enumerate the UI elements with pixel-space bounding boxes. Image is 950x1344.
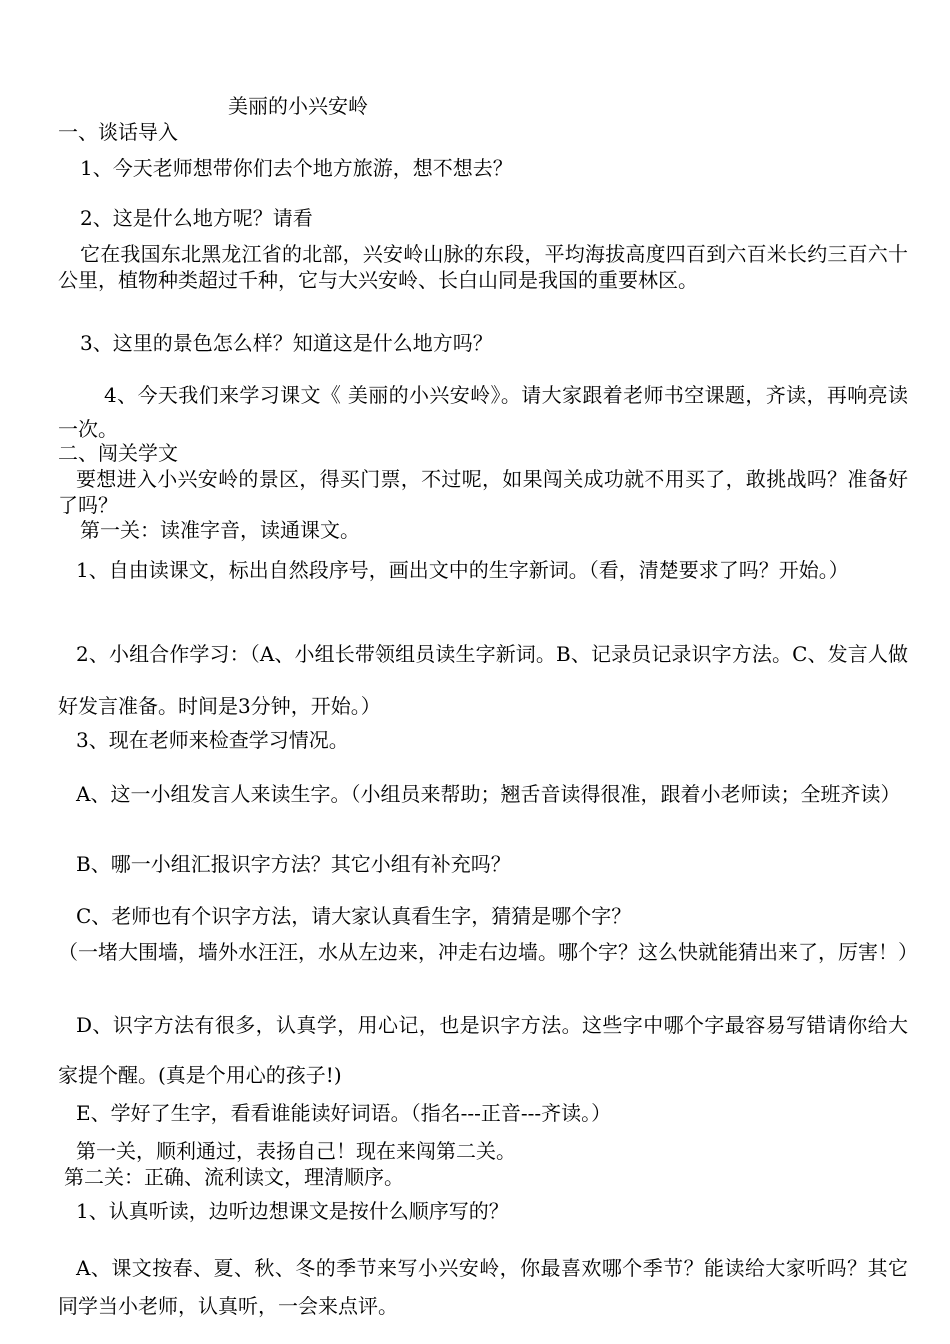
paragraph: E、学好了生字，看看谁能读好词语。（指名---正音---齐读。） — [76, 1101, 612, 1125]
paragraph: 第一关，顺利通过，表扬自己！现在来闯第二关。 — [76, 1139, 516, 1163]
paragraph: D、识字方法有很多，认真学，用心记，也是识字方法。这些字中哪个字最容易写错请你给大家提个醒。(真是个用心的孩子!) — [58, 1013, 908, 1087]
paragraph: 1、自由读课文，标出自然段序号，画出文中的生字新词。（看，清楚要求了吗？开始。） — [76, 558, 849, 582]
section-heading: 一、谈话导入 — [58, 120, 178, 144]
paragraph: A、课文按春、夏、秋、冬的季节来写小兴安岭，你最喜欢哪个季节？能读给大家听吗？其它同学当小老师，认真听，一会来点评。 — [58, 1256, 908, 1318]
paragraph: 3、现在老师来检查学习情况。 — [76, 728, 349, 752]
paragraph: （一堵大围墙，墙外水汪汪，水从左边来，冲走右边墙。哪个字？这么快就能猜出来了，厉害！） — [58, 940, 918, 964]
paragraph: 1、今天老师想带你们去个地方旅游，想不想去？ — [80, 156, 513, 180]
page-title: 美丽的小兴安岭 — [228, 94, 368, 118]
section-heading: 二、闯关学文 — [58, 441, 178, 465]
paragraph: 要想进入小兴安岭的景区，得买门票，不过呢，如果闯关成功就不用买了，敢挑战吗？准备好了吗？ — [58, 467, 908, 517]
paragraph: 2、这是什么地方呢？请看 — [80, 206, 313, 230]
paragraph: 2、小组合作学习：（A、小组长带领组员读生字新词。B、记录员记录识字方法。C、发言人做好发言准备。时间是3分钟，开始。） — [58, 642, 908, 718]
paragraph: C、老师也有个识字方法，请大家认真看生字，猜猜是哪个字？ — [76, 904, 632, 928]
level-heading: 第一关：读准字音，读通课文。 — [80, 518, 360, 542]
paragraph: 1、认真听读，边听边想课文是按什么顺序写的？ — [76, 1199, 509, 1223]
paragraph: 4、今天我们来学习课文《 美丽的小兴安岭》。请大家跟着老师书空课题，齐读，再响亮读一次。 — [58, 383, 908, 441]
paragraph: 3、这里的景色怎么样？知道这是什么地方吗？ — [80, 331, 493, 355]
paragraph: 它在我国东北黑龙江省的北部，兴安岭山脉的东段，平均海拔高度四百到六百米长约三百六十公里，植物种类超过千种，它与大兴安岭、长白山同是我国的重要林区。 — [58, 242, 908, 292]
paragraph: B、哪一小组汇报识字方法？其它小组有补充吗？ — [76, 852, 511, 876]
level-heading: 第二关：正确、流利读文，理清顺序。 — [64, 1165, 404, 1189]
paragraph: A、这一小组发言人来读生字。（小组员来帮助；翘舌音读得很准，跟着小老师读；全班齐读） — [76, 782, 901, 806]
